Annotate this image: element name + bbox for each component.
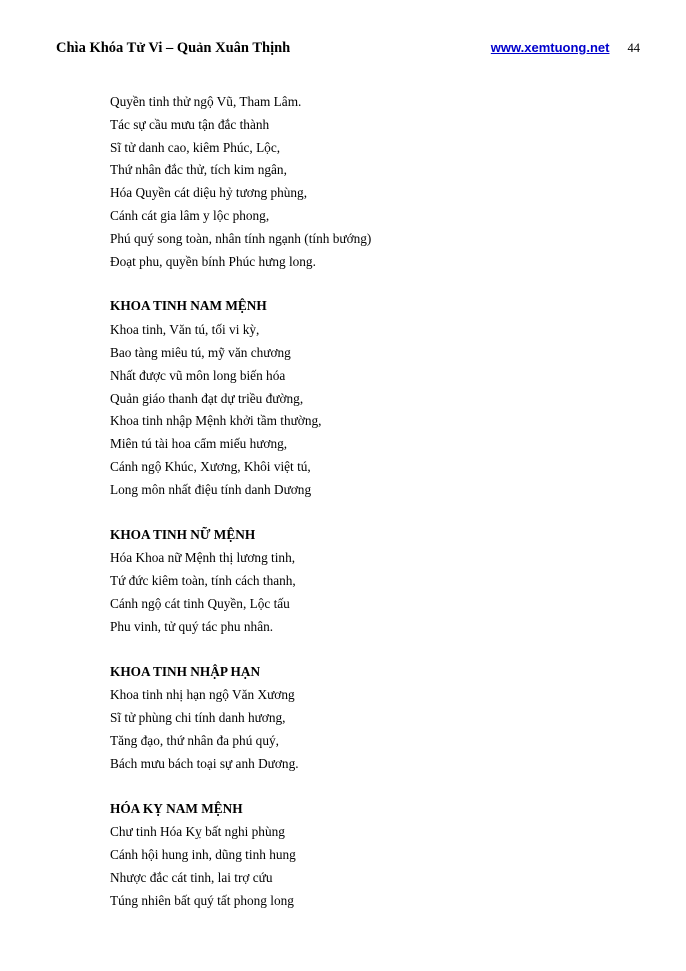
verse-line: Khoa tinh nhập Mệnh khởi tầm thường, <box>110 413 322 429</box>
verse-line: Cánh hội hung inh, dũng tinh hung <box>110 847 296 863</box>
verse-line: Bách mưu bách toại sự anh Dương. <box>110 755 299 771</box>
section-heading: KHOA TINH NAM MỆNH <box>110 298 267 314</box>
section-heading: KHOA TINH NHẬP HẠN <box>110 663 261 679</box>
page-header <box>56 40 640 57</box>
section-khoa-tinh-nhap-han <box>110 661 640 776</box>
verse-line: Đoạt phu, quyền bính Phúc hưng long. <box>110 253 316 269</box>
verse-line: Cánh cát gia lâm y lộc phong, <box>110 207 270 223</box>
verse-line: Cánh ngộ Khúc, Xương, Khôi việt tú, <box>110 458 311 474</box>
verse-line: Quản giáo thanh đạt dự triều đường, <box>110 390 304 406</box>
verse-line: Khoa tinh, Văn tú, tối vi kỳ, <box>110 322 260 338</box>
verse-line: Tăng đạo, thứ nhân đa phú quý, <box>110 732 279 748</box>
verse-line: Quyền tinh thử ngộ Vũ, Tham Lâm. <box>110 94 302 109</box>
verse-line: Chư tinh Hóa Kỵ bất nghi phùng <box>110 824 285 840</box>
verse-line: Nhược đắc cát tinh, lai trợ cứu <box>110 869 273 885</box>
verse-line: Tác sự cầu mưu tận đắc thành <box>110 116 270 132</box>
section-khoa-tinh-nam-menh <box>110 295 640 501</box>
section-hoa-ky-nam-menh <box>110 798 640 913</box>
verse-line: Thứ nhân đắc thử, tích kim ngân, <box>110 162 287 178</box>
verse-line: Cánh ngộ cát tinh Quyền, Lộc tấu <box>110 595 290 611</box>
verse-line: Sĩ tử danh cao, kiêm Phúc, Lộc, <box>110 139 281 155</box>
verse-line: Hóa Khoa nữ Mệnh thị lương tinh, <box>110 550 296 566</box>
verse-line: Phú quý song toàn, nhân tính ngạnh (tính bướng) <box>110 230 372 246</box>
verse-line: Sĩ tử phùng chi tính danh hương, <box>110 710 286 726</box>
intro-verse-block <box>110 91 640 273</box>
verse-line: Khoa tinh nhị hạn ngộ Văn Xương <box>110 687 295 703</box>
verse-line: Hóa Quyền cát diệu hỷ tương phùng, <box>110 185 308 201</box>
page-number: 44 <box>627 41 640 55</box>
verse-line: Nhất được vũ môn long biến hóa <box>110 367 286 383</box>
verse-line: Phu vinh, tử quý tác phu nhân. <box>110 618 274 634</box>
verse-line: Long môn nhất điệu tính danh Dương <box>110 481 312 497</box>
page-content <box>46 91 640 913</box>
website-link[interactable]: www.xemtuong.net <box>490 40 610 55</box>
verse-line: Bao tàng miêu tú, mỹ văn chương <box>110 344 291 360</box>
verse-line: Tứ đức kiêm toàn, tính cách thanh, <box>110 573 296 589</box>
section-heading: KHOA TINH NỮ MỆNH <box>110 526 256 542</box>
verse-line: Miên tú tài hoa cẩm miếu hương, <box>110 436 288 452</box>
document-title: Chìa Khóa Tử Vi – Quản Xuân Thịnh <box>56 40 291 56</box>
verse-line: Túng nhiên bất quý tất phong long <box>110 892 294 908</box>
section-heading: HÓA KỴ NAM MỆNH <box>110 800 243 816</box>
section-khoa-tinh-nu-menh <box>110 524 640 639</box>
